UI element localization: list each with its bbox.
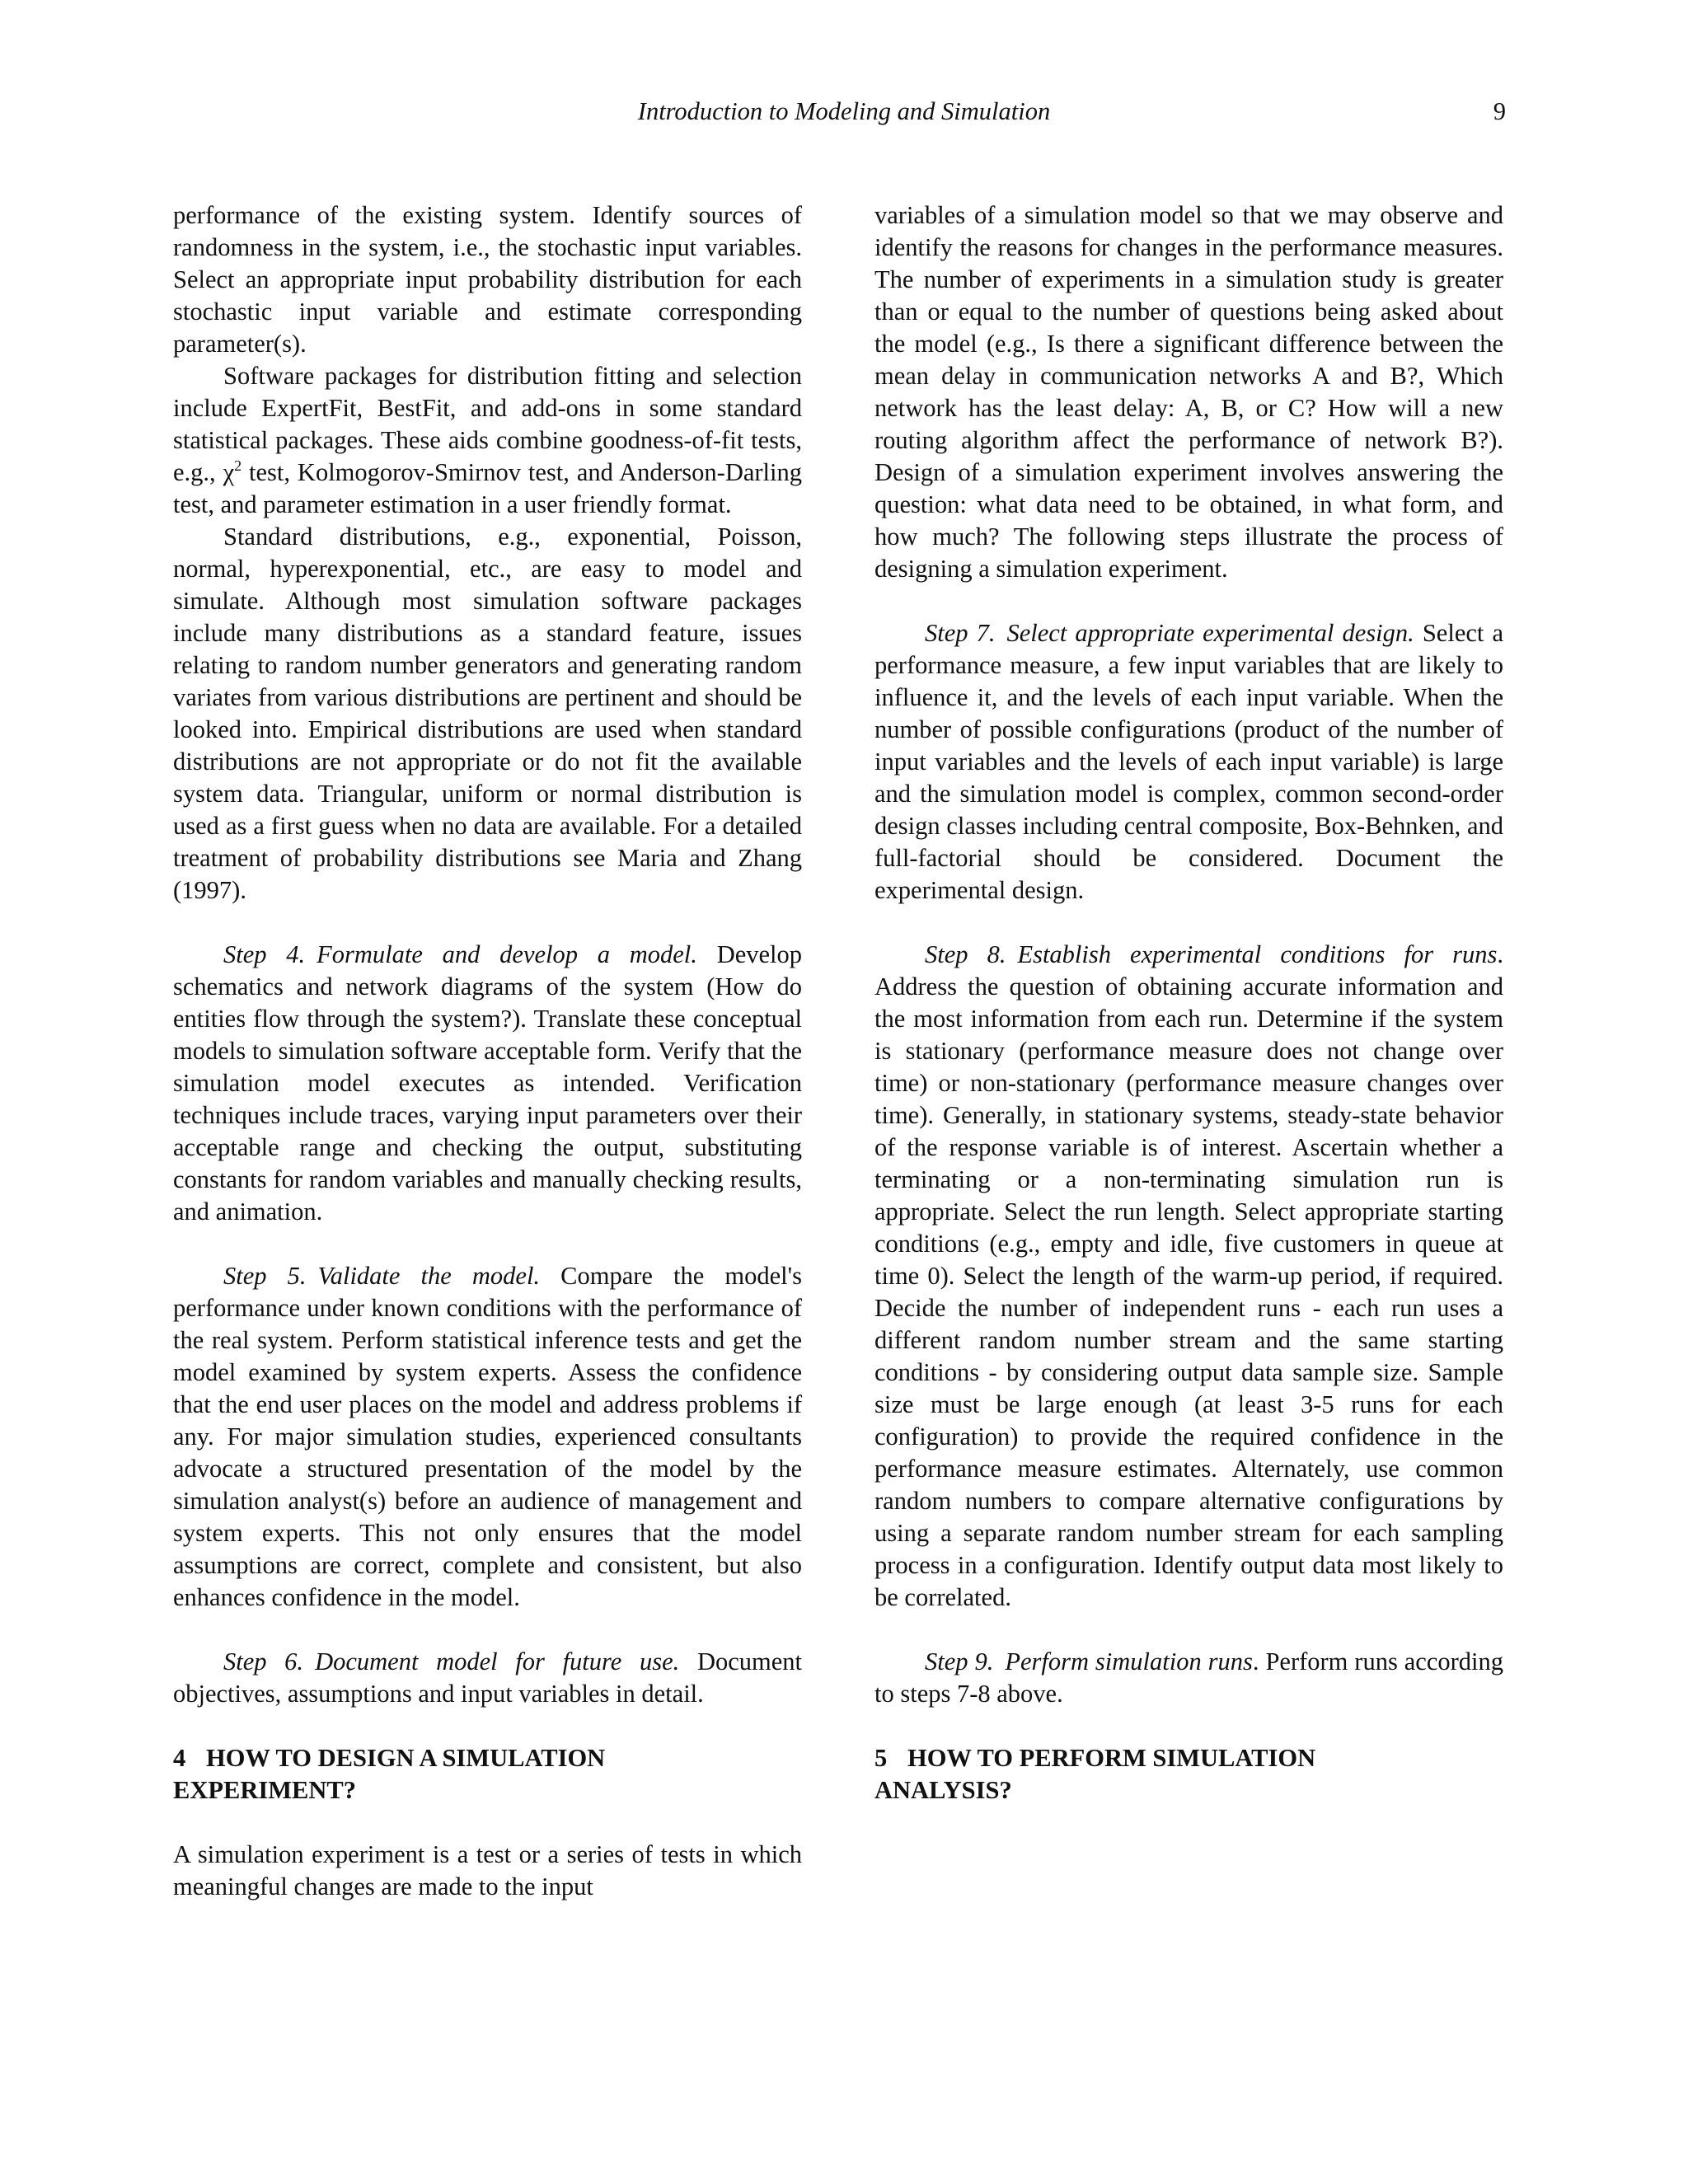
paragraph: performance of the existing system. Identify sources of randomness in the system, i.e., the stochastic input variables. Select an appropriate input probability distribution for each stochastic input variable and estimate corresponding parameter(s). xyxy=(173,201,802,358)
chi-letter: χ xyxy=(223,458,235,486)
step-title: Validate the model. xyxy=(317,1262,541,1290)
step-title: Establish experimental conditions for runs xyxy=(1017,940,1498,968)
step-8-paragraph xyxy=(874,939,1503,1614)
step-title: Formulate and develop a model. xyxy=(316,940,697,968)
running-title: Introduction to Modeling and Simulation xyxy=(637,97,1051,125)
step-title: Perform simulation runs xyxy=(1005,1647,1253,1675)
text-run: Software packages for distribution fitting and selection include ExpertFit, BestFit, and add-ons in some standard statistical packages. These aids combine goodness-of-fit tests, e.g., xyxy=(173,362,802,486)
step-body: Select a performance measure, a few input variables that are likely to influence it, and the levels of each input variable. When the number of possible configurations (product of the number of input variables and the levels of each input variable) is large and the simulation model is complex, common second-order design classes including central composite, Box-Behnken, and full-factorial should be considered. Document the experimental design. xyxy=(874,619,1504,904)
page-number: 9 xyxy=(1493,97,1506,125)
step-label: Step 9. xyxy=(925,1647,994,1675)
step-body: Perform runs according to steps 7-8 above. xyxy=(874,1647,1504,1708)
section-number: 4 xyxy=(173,1744,186,1772)
step-body: Compare the model's performance under known conditions with the performance of the real system. Perform statistical inference tests and get the model examined by system experts. Assess the confidence that the end user places on the model and address problems if any. For major simulation studies, experienced consultants advocate a structured presentation of the model by the simulation analyst(s) before an audience of management and system experts. This not only ensures that the model assumptions are correct, complete and consistent, but also enhances confidence in the model. xyxy=(173,1262,802,1611)
page-header xyxy=(0,92,1688,130)
heading-line: ANALYSIS? xyxy=(874,1776,1012,1804)
step-title-period: . xyxy=(1252,1647,1259,1675)
step-5-paragraph xyxy=(173,1260,802,1614)
text-run: test, Kolmogorov-Smirnov test, and Anderson-Darling test, and parameter estimation in a user friendly format. xyxy=(173,458,802,518)
step-label: Step 4. xyxy=(223,940,306,968)
step-label: Step 6. xyxy=(223,1647,304,1675)
step-4-paragraph xyxy=(173,939,802,1228)
step-body: Document objectives, assumptions and input variables in detail. xyxy=(173,1647,802,1708)
step-body: Develop schematics and network diagrams of the system (How do entities flow through the system?). Translate these conceptual models to simulation software acceptable form. Verify that the simulation model executes as intended. Verification techniques include traces, varying input parameters over their acceptable range and checking the output, substituting constants for random variables and manually checking results, and animation. xyxy=(173,940,803,1226)
chi-squared-symbol xyxy=(223,458,242,486)
superscript: 2 xyxy=(234,457,242,474)
paragraph: variables of a simulation model so that we may observe and identify the reasons for changes in the performance measures. The number of experiments in a simulation study is greater than or equal to the number of questions being asked about the model (e.g., Is there a significant difference between the mean delay in communication networks A and B?, Which network has the least delay: A, B, or C? How will a new routing algorithm affect the performance of network B?). Design of a simulation experiment involves answering the question: what data need to be obtained, in what form, and how much? The following steps illustrate the process of designing a simulation experiment. xyxy=(874,201,1503,583)
step-body: Address the question of obtaining accurate information and the most information from each run. Determine if the system is stationary (performance measure does not change over time) or non-stationary (performance measure changes over time). Generally, in stationary systems, steady-state behavior of the response variable is of interest. Ascertain whether a terminating or a non-terminating simulation run is appropriate. Select the run length. Select appropriate starting conditions (e.g., empty and idle, five customers in queue at time 0). Select the length of the warm-up period, if required. Decide the number of independent runs - each run uses a different random number stream and the same starting conditions - by considering output data sample size. Sample size must be large enough (at least 3-5 runs for each configuration) to provide the required confidence in the performance measure estimates. Alternately, use common random numbers to compare alternative configurations by using a separate random number stream for each sampling process in a configuration. Identify output data most likely to be correlated. xyxy=(874,972,1503,1611)
heading-line: HOW TO PERFORM SIMULATION xyxy=(907,1744,1316,1772)
step-9-paragraph xyxy=(874,1646,1503,1710)
paragraph: Standard distributions, e.g., exponential, Poisson, normal, hyperexponential, etc., are easy to model and simulate. Although most simulation software packages include many distributions as a standard feature, issues relating to random number generators and generating random variates from various distributions are pertinent and should be looked into. Empirical distributions are used when standard distributions are not appropriate or do not fit the available system data. Triangular, uniform or normal distribution is used as a first guess when no data are available. For a detailed treatment of probability distributions see Maria and Zhang (1997). xyxy=(173,523,802,904)
paragraph xyxy=(173,360,802,521)
step-label: Step 7. xyxy=(925,619,996,647)
right-column xyxy=(874,199,1503,1807)
left-column xyxy=(173,199,802,1903)
step-title: Select appropriate experimental design. xyxy=(1006,619,1414,647)
step-label: Step 5. xyxy=(223,1262,307,1290)
section-heading-5 xyxy=(874,1742,1503,1807)
step-title-period: . xyxy=(1497,940,1503,968)
step-title: Document model for future use. xyxy=(315,1647,680,1675)
step-6-paragraph xyxy=(173,1646,802,1710)
paragraph: A simulation experiment is a test or a series of tests in which meaningful changes are made to the input xyxy=(173,1840,802,1900)
heading-line: HOW TO DESIGN A SIMULATION xyxy=(206,1744,606,1772)
section-number: 5 xyxy=(874,1744,888,1772)
step-label: Step 8. xyxy=(925,940,1006,968)
step-7-paragraph xyxy=(874,617,1503,907)
section-heading-4 xyxy=(173,1742,802,1807)
heading-line: EXPERIMENT? xyxy=(173,1776,356,1804)
